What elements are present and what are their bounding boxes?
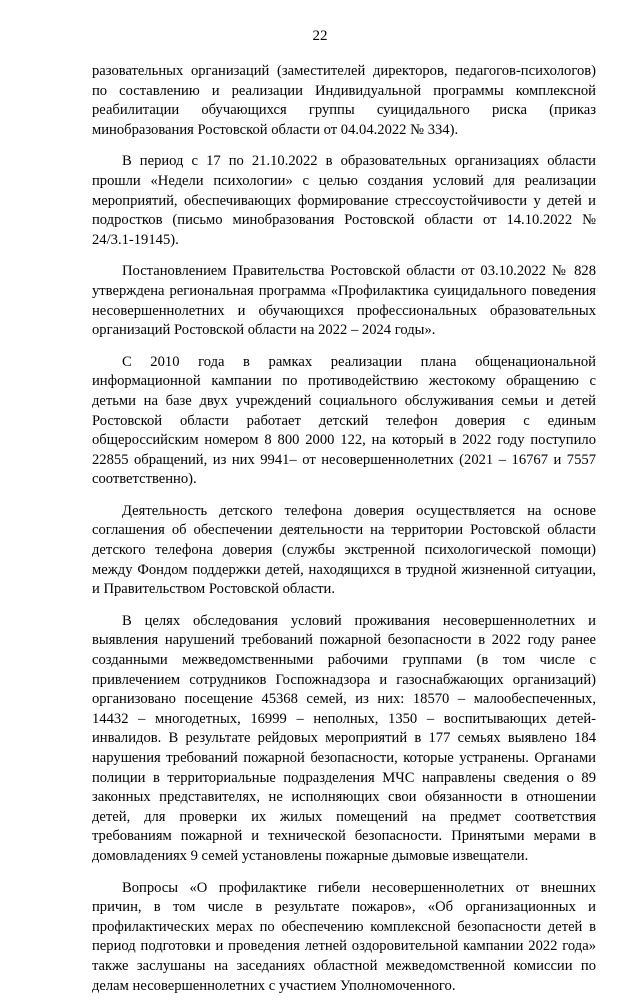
paragraph-helpline-agreement: Деятельность детского телефона доверия осуществляется на основе соглашения об обеспечении деятельности на территории Ростовской области детского телефона доверия (службы экстренной психологической помощи) между Фондом поддержки детей, находящихся в трудной жизненной ситуации, и Правительством Ростовской области. — [92, 502, 596, 598]
paragraph-psychology-week: В период с 17 по 21.10.2022 в образовательных организациях области прошли «Недели психологии» с целью создания условий для реализации мероприятий, обеспечивающих формирование стрессоустойчивости у детей и подростков (письмо минобразования Ростовской области от 14.10.2022 № 24/3.1-19145). — [92, 153, 596, 248]
page-body — [92, 62, 596, 1008]
paragraph-commission: Вопросы «О профилактике гибели несовершеннолетних от внешних причин, в том числе в результате пожаров», «Об организационных и профилактических мерах по обеспечению комплексной безопасности детей в период подготовки и проведения летней оздоровительной кампании 2022 года» также заслушаны на заседаниях областной межведомственной комиссии по делам несовершеннолетних с участием Уполномоченного. — [92, 879, 596, 994]
paragraph-fire-safety: В целях обследования условий проживания несовершеннолетних и выявления нарушений требований пожарной безопасности в 2022 году ранее созданными межведомственными рабочими группами (в том числе с привлечением сотрудников Госпожнадзора и газоснабжающих организаций) организовано посещение 45368 семей, из них: 18570 – малообеспеченных, 14432 – многодетных, 16999 – неполных, 1350 – воспитывающих детей-инвалидов. В результате рейдовых мероприятий в 177 семьях выявлено 184 нарушения требований пожарной безопасности, которые устранены. Органами полиции в территориальные подразделения МЧС направлены сведения о 89 законных представителях, не исполняющих свои обязанности в отношении детей, для проверки их жилых помещений на предмет соответствия требованиям пожарной и технической безопасности. Принятыми мерами в домовладениях 9 семей установлены пожарные дымовые извещатели. — [92, 612, 596, 864]
paragraph-regional-program: Постановлением Правительства Ростовской области от 03.10.2022 № 828 утверждена региональная программа «Профилактика суицидального поведения несовершеннолетних и обучающихся профессиональных образовательных организаций Ростовской области на 2022 – 2024 годы». — [92, 263, 596, 339]
page-number: 22 — [312, 28, 328, 44]
paragraph-continuation: разовательных организаций (заместителей директоров, педагогов-психологов) по составлению и реализации Индивидуальной программы комплексной реабилитации обучающихся группы суицидального риска (приказ минобразования Ростовской области от 04.04.2022 № 334). — [92, 63, 596, 138]
paragraph-helpline: С 2010 года в рамках реализации плана общенациональной информационной кампании по противодействию жестокому обращению с детьми на базе двух учреждений социального обслуживания семьи и детей Ростовской области работает детский телефон доверия с единым общероссийским номером 8 800 2000 122, на который в 2022 году поступило 22855 обращений, из них 9941– от несовершеннолетних (2021 – 16767 и 7557 соответственно). — [92, 353, 596, 488]
